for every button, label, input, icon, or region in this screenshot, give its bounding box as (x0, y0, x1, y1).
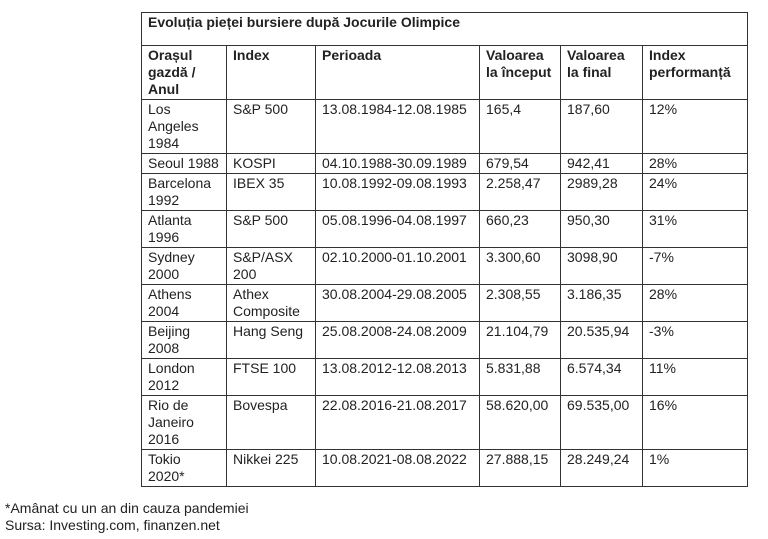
cell-performance: 16% (643, 396, 748, 450)
cell-end-value: 3.186,35 (561, 285, 643, 322)
cell-performance: 28% (643, 285, 748, 322)
table-row (142, 211, 748, 248)
header-city-year: Orașul gazdă / Anul (142, 46, 227, 100)
cell-city-year: London 2012 (142, 359, 227, 396)
table-row (142, 154, 748, 174)
cell-index: Athex Composite (227, 285, 316, 322)
cell-start-value: 679,54 (480, 154, 561, 174)
cell-index: Bovespa (227, 396, 316, 450)
cell-end-value: 950,30 (561, 211, 643, 248)
cell-end-value: 6.574,34 (561, 359, 643, 396)
cell-start-value: 165,4 (480, 100, 561, 154)
header-end-value: Valoarea la final (561, 46, 643, 100)
cell-index: IBEX 35 (227, 174, 316, 211)
cell-start-value: 58.620,00 (480, 396, 561, 450)
cell-end-value: 187,60 (561, 100, 643, 154)
cell-index: S&P 500 (227, 211, 316, 248)
cell-end-value: 69.535,00 (561, 396, 643, 450)
cell-city-year: Barcelona 1992 (142, 174, 227, 211)
header-start-value: Valoarea la început (480, 46, 561, 100)
cell-index: S&P 500 (227, 100, 316, 154)
cell-start-value: 2.258,47 (480, 174, 561, 211)
cell-period: 05.08.1996-04.08.1997 (316, 211, 480, 248)
cell-end-value: 3098,90 (561, 248, 643, 285)
cell-performance: 24% (643, 174, 748, 211)
table-row (142, 174, 748, 211)
cell-performance: 1% (643, 450, 748, 487)
cell-period: 25.08.2008-24.08.2009 (316, 322, 480, 359)
cell-start-value: 5.831,88 (480, 359, 561, 396)
olympics-market-table (141, 12, 748, 487)
cell-end-value: 28.249,24 (561, 450, 643, 487)
cell-period: 10.08.2021-08.08.2022 (316, 450, 480, 487)
cell-city-year: Sydney 2000 (142, 248, 227, 285)
source-note: Sursa: Investing.com, finanzen.net (5, 517, 220, 533)
cell-period: 04.10.1988-30.09.1989 (316, 154, 480, 174)
cell-index: Nikkei 225 (227, 450, 316, 487)
table-title-row (142, 13, 748, 46)
header-performance: Index performanță (643, 46, 748, 100)
cell-start-value: 660,23 (480, 211, 561, 248)
cell-performance: 12% (643, 100, 748, 154)
cell-period: 13.08.2012-12.08.2013 (316, 359, 480, 396)
cell-index: FTSE 100 (227, 359, 316, 396)
cell-period: 22.08.2016-21.08.2017 (316, 396, 480, 450)
table-row (142, 285, 748, 322)
header-period: Perioada (316, 46, 480, 100)
cell-end-value: 2989,28 (561, 174, 643, 211)
cell-index: S&P/ASX 200 (227, 248, 316, 285)
cell-start-value: 27.888,15 (480, 450, 561, 487)
cell-period: 30.08.2004-29.08.2005 (316, 285, 480, 322)
cell-performance: -3% (643, 322, 748, 359)
cell-start-value: 3.300,60 (480, 248, 561, 285)
cell-performance: 31% (643, 211, 748, 248)
table-row (142, 248, 748, 285)
table-header-row (142, 46, 748, 100)
cell-city-year: Seoul 1988 (142, 154, 227, 174)
cell-performance: 28% (643, 154, 748, 174)
table-footer (5, 500, 249, 534)
cell-performance: 11% (643, 359, 748, 396)
cell-city-year: Rio de Janeiro 2016 (142, 396, 227, 450)
cell-index: KOSPI (227, 154, 316, 174)
cell-period: 10.08.1992-09.08.1993 (316, 174, 480, 211)
cell-performance: -7% (643, 248, 748, 285)
cell-city-year: Tokio 2020* (142, 450, 227, 487)
cell-city-year: Beijing 2008 (142, 322, 227, 359)
cell-city-year: Atlanta 1996 (142, 211, 227, 248)
table-title: Evoluția pieței bursiere după Jocurile Olimpice (142, 13, 748, 46)
table-row (142, 100, 748, 154)
cell-period: 02.10.2000-01.10.2001 (316, 248, 480, 285)
cell-end-value: 20.535,94 (561, 322, 643, 359)
cell-start-value: 2.308,55 (480, 285, 561, 322)
header-index: Index (227, 46, 316, 100)
footnote: *Amânat cu un an din cauza pandemiei (5, 500, 249, 516)
cell-index: Hang Seng (227, 322, 316, 359)
cell-city-year: Athens 2004 (142, 285, 227, 322)
table-row (142, 450, 748, 487)
cell-city-year: Los Angeles 1984 (142, 100, 227, 154)
table-body (142, 100, 748, 487)
table-row (142, 396, 748, 450)
cell-start-value: 21.104,79 (480, 322, 561, 359)
table-row (142, 322, 748, 359)
cell-period: 13.08.1984-12.08.1985 (316, 100, 480, 154)
cell-end-value: 942,41 (561, 154, 643, 174)
table-row (142, 359, 748, 396)
